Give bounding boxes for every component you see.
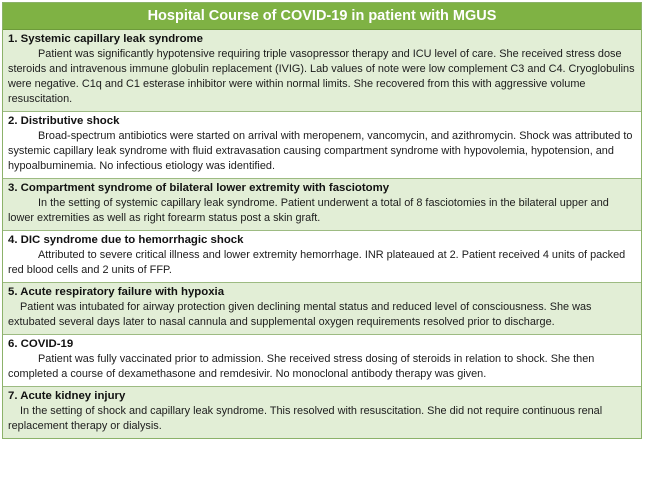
section-acute-kidney-injury — [3, 387, 641, 438]
section-systemic-capillary-leak — [3, 30, 641, 112]
section-body: In the setting of shock and capillary leak syndrome. This resolved with resuscitation. She did not require continuous renal replacement therapy or dialysis. — [8, 405, 603, 432]
section-body: Patient was significantly hypotensive requiring triple vasopressor therapy and ICU level of care. She received stress dose steroids and intravenous immune globulin replacement (IVIG). Lab values of note were low complement C3 and C4. Cryoglobulins were negative. C1q and C1 esterase inhibitor were within normal limits. She recovered from this with aggressive volume resuscitation. — [8, 48, 635, 105]
section-heading: 4. DIC syndrome due to hemorrhagic shock — [8, 234, 244, 246]
section-heading: 2. Distributive shock — [8, 115, 120, 127]
section-body: Attributed to severe critical illness and lower extremity hemorrhage. INR plateaued at 2. Patient received 4 units of packed red blood cells and 2 units of FFP. — [8, 249, 626, 276]
section-dic-syndrome — [3, 231, 641, 283]
section-body: Patient was fully vaccinated prior to admission. She received stress dosing of steroids in relation to shock. She then completed a course of dexamethasone and remdesivir. No monoclonal antibody therapy was given. — [8, 353, 595, 380]
section-heading: 7. Acute kidney injury — [8, 390, 126, 402]
section-distributive-shock — [3, 112, 641, 179]
section-heading: 5. Acute respiratory failure with hypoxia — [8, 286, 225, 298]
section-respiratory-failure — [3, 283, 641, 335]
section-body: Broad-spectrum antibiotics were started on arrival with meropenem, vancomycin, and azithromycin. Shock was attributed to systemic capillary leak syndrome with fluid extravasation causing compartment syndrome with hypovolemia, hypotension, and hypoalbuminemia. No infectious etiology was identified. — [8, 130, 633, 172]
table-title: Hospital Course of COVID-19 in patient with MGUS — [3, 3, 641, 30]
hospital-course-table — [2, 2, 642, 439]
section-heading: 1. Systemic capillary leak syndrome — [8, 33, 204, 45]
section-heading: 6. COVID-19 — [8, 338, 74, 350]
section-body: In the setting of systemic capillary leak syndrome. Patient underwent a total of 8 fasciotomies in the bilateral upper and lower extremities as well as right forearm status post a skin graft. — [8, 197, 609, 224]
section-compartment-syndrome — [3, 179, 641, 231]
section-covid-19 — [3, 335, 641, 387]
section-body: Patient was intubated for airway protection given declining mental status and reduced level of consciousness. She was extubated several days later to nasal cannula and supplemental oxygen requirements resolved prior to discharge. — [8, 301, 592, 328]
section-heading: 3. Compartment syndrome of bilateral lower extremity with fasciotomy — [8, 182, 390, 194]
